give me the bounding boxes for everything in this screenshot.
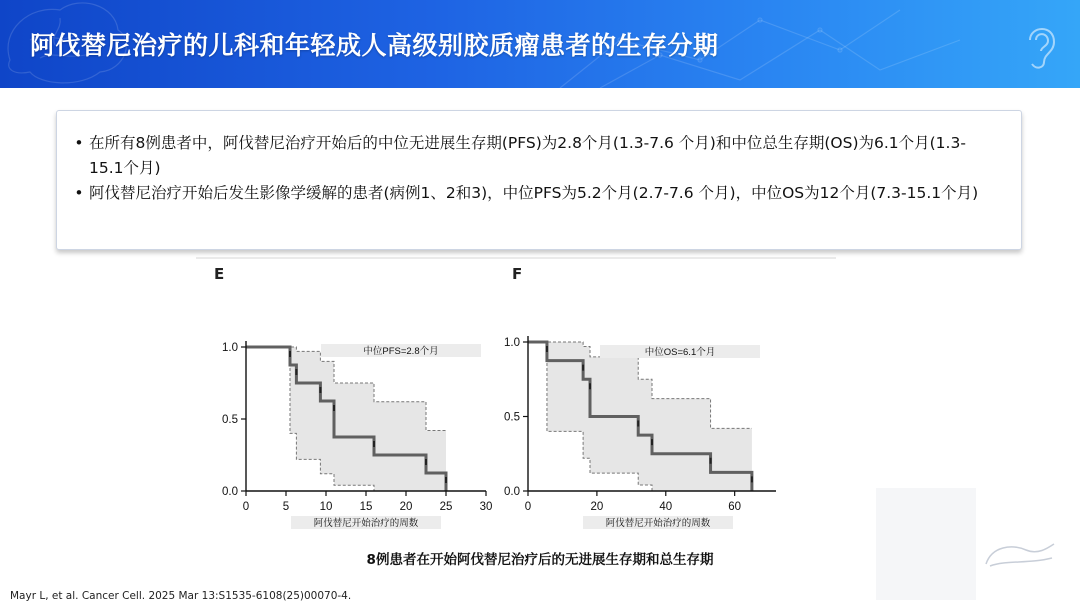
y-tick-label: 1.0 xyxy=(504,337,520,349)
x-tick-label: 20 xyxy=(590,501,604,513)
x-tick-label: 0 xyxy=(524,501,532,513)
x-tick-label: 60 xyxy=(728,501,742,513)
confidence-band xyxy=(528,342,752,491)
watermark-logo-icon xyxy=(982,540,1058,570)
y-tick-label: 0.0 xyxy=(504,486,520,498)
y-tick-label: 1.0 xyxy=(222,342,238,354)
x-tick-label: 20 xyxy=(399,501,413,513)
y-tick-label: 0.5 xyxy=(222,414,238,426)
citation: Mayr L, et al. Cancer Cell. 2025 Mar 13:S1535-6108(25)00070-4. xyxy=(10,590,352,602)
watermark-box xyxy=(876,488,976,600)
header-banner xyxy=(0,0,1080,88)
median-label: 中位OS=6.1个月 xyxy=(644,347,716,358)
median-label: 中位PFS=2.8个月 xyxy=(363,346,439,357)
x-tick-label: 25 xyxy=(439,501,453,513)
y-tick-label: 0.5 xyxy=(504,411,520,424)
ear-icon xyxy=(1016,18,1066,72)
figure-caption: 8例患者在开始阿伐替尼治疗后的无进展生存期和总生存期 xyxy=(366,552,714,568)
bullet-text: 阿伐替尼治疗开始后发生影像学缓解的患者(病例1、2和3)，中位PFS为5.2个月(2.7-7.6 个月)，中位OS为12个月(7.3-15.1个月) xyxy=(89,184,979,202)
bullet-text: 在所有8例患者中，阿伐替尼治疗开始后的中位无进展生存期(PFS)为2.8个月(1.3-7.6 个月)和中位总生存期(OS)为6.1个月(1.3-15.1个月) xyxy=(89,134,966,177)
x-tick-label: 15 xyxy=(359,501,373,513)
y-tick-label: 0.0 xyxy=(222,486,238,498)
km-chart-pfs xyxy=(206,323,506,538)
panel-label-e: E xyxy=(214,265,225,283)
summary-bullet xyxy=(69,131,997,181)
panel-label-f: F xyxy=(512,265,523,283)
page-title: 阿伐替尼治疗的儿科和年轻成人高级别胶质瘤患者的生存分期 xyxy=(30,31,719,60)
confidence-band xyxy=(246,347,446,491)
x-tick-label: 5 xyxy=(282,501,290,513)
x-axis-label: 阿伐替尼开始治疗的周数 xyxy=(313,518,419,529)
km-chart-os xyxy=(488,323,788,538)
bullet-marker: • xyxy=(74,184,84,202)
figure-top-divider xyxy=(196,257,836,259)
summary-box xyxy=(56,110,1022,250)
x-tick-label: 0 xyxy=(242,501,250,513)
x-tick-label: 40 xyxy=(659,501,673,513)
bullet-marker: • xyxy=(74,134,84,152)
x-tick-label: 10 xyxy=(319,501,333,513)
x-tick-label: 30 xyxy=(479,501,493,513)
x-axis-label: 阿伐替尼开始治疗的周数 xyxy=(605,518,711,529)
summary-bullet xyxy=(69,181,997,206)
